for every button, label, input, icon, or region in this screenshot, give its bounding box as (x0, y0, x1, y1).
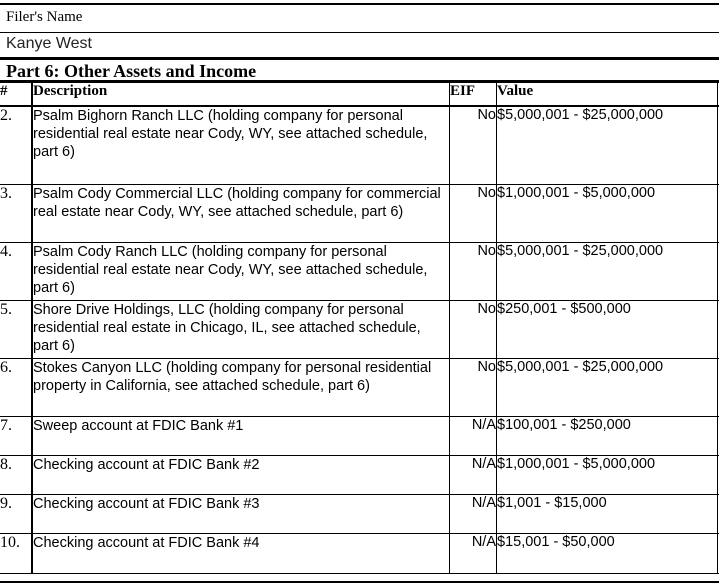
row-value: $1,000,001 - $5,000,000 (497, 455, 718, 494)
row-eif: No (450, 242, 497, 300)
row-description: Psalm Cody Ranch LLC (holding company for personal residential real estate near Cody, WY, see attached schedule, part 6) (32, 242, 450, 300)
column-header-eif: EIF (450, 83, 497, 106)
column-header-number: # (0, 83, 32, 106)
row-value: $15,001 - $50,000 (497, 533, 718, 573)
row-eif: N/A (450, 416, 497, 455)
row-eif: N/A (450, 533, 497, 573)
row-value: $250,001 - $500,000 (497, 300, 718, 358)
row-number: 7. (0, 416, 32, 455)
row-description: Psalm Cody Commercial LLC (holding company for commercial real estate near Cody, WY, see attached schedule, part 6) (32, 184, 450, 242)
table-row (0, 184, 719, 242)
row-description: Stokes Canyon LLC (holding company for personal residential property in California, see attached schedule, part 6) (32, 358, 450, 416)
row-eif: N/A (450, 455, 497, 494)
row-number: 10. (0, 533, 32, 573)
part-title: Part 6: Other Assets and Income (6, 61, 256, 82)
row-number: 3. (0, 184, 32, 242)
row-value: $5,000,001 - $25,000,000 (497, 106, 718, 184)
row-number: 5. (0, 300, 32, 358)
row-value: $1,000,001 - $5,000,000 (497, 184, 718, 242)
filer-name-value: Kanye West (6, 35, 92, 53)
row-value: $5,000,001 - $25,000,000 (497, 358, 718, 416)
row-eif: No (450, 300, 497, 358)
row-value: $1,001 - $15,000 (497, 494, 718, 533)
disclosure-form (0, 3, 719, 583)
row-description: Shore Drive Holdings, LLC (holding company for personal residential real estate in Chicago, IL, see attached schedule, part 6) (32, 300, 450, 358)
filer-name-field (0, 32, 719, 57)
table-header-row (0, 83, 719, 106)
row-eif: No (450, 184, 497, 242)
column-header-value: Value (497, 83, 718, 106)
row-number: 9. (0, 494, 32, 533)
row-description: Psalm Bighorn Ranch LLC (holding company for personal residential real estate near Cody, WY, see attached schedule, part 6) (32, 106, 450, 184)
row-description: Checking account at FDIC Bank #2 (32, 455, 450, 494)
filer-name-label: Filer's Name (6, 9, 82, 26)
row-number: 6. (0, 358, 32, 416)
table-row (0, 358, 719, 416)
assets-table (0, 83, 719, 574)
table-row (0, 494, 719, 533)
row-eif: No (450, 358, 497, 416)
row-description: Sweep account at FDIC Bank #1 (32, 416, 450, 455)
column-header-description: Description (32, 83, 450, 106)
row-value: $5,000,001 - $25,000,000 (497, 242, 718, 300)
table-row (0, 455, 719, 494)
row-number: 8. (0, 455, 32, 494)
row-eif: No (450, 106, 497, 184)
row-eif: N/A (450, 494, 497, 533)
table-row (0, 300, 719, 358)
row-value: $100,001 - $250,000 (497, 416, 718, 455)
row-description: Checking account at FDIC Bank #4 (32, 533, 450, 573)
table-row (0, 416, 719, 455)
table-row (0, 242, 719, 300)
row-number: 2. (0, 106, 32, 184)
part-heading (0, 57, 719, 83)
row-number: 4. (0, 242, 32, 300)
table-row (0, 106, 719, 184)
row-description: Checking account at FDIC Bank #3 (32, 494, 450, 533)
table-row (0, 533, 719, 573)
